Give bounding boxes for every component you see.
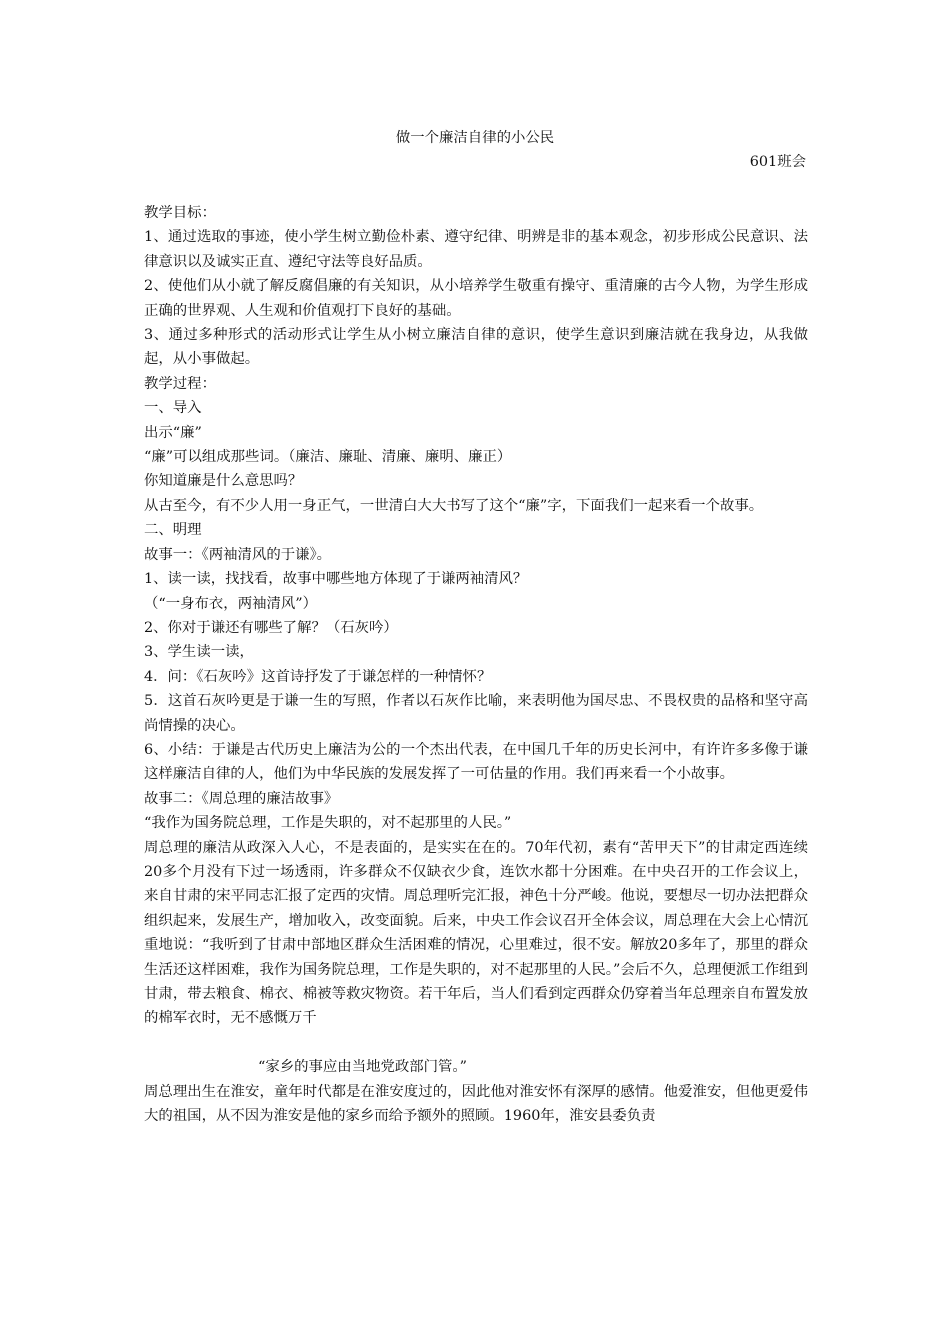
paragraph: 你知道廉是什么意思吗？ <box>144 473 303 490</box>
step-understanding: 二、明理 <box>144 522 202 539</box>
paragraph: 4．问：《石灰吟》这首诗抒发了于谦怎样的一种情怀？ <box>144 668 492 685</box>
story-one-heading: 故事一：《两袖清风的于谦》。 <box>144 546 332 563</box>
section-heading-objectives: 教学目标： <box>144 205 216 221</box>
paragraph: 6、小结：于谦是古代历史上廉洁为公的一个杰出代表，在中国几千年的历史长河中，有许许多多像于谦这样廉洁自律的人，他们为中华民族的发展发挥了一可估量的作用。我们再来看一个小故事。 <box>144 741 808 783</box>
paragraph: 从古至今，有不少人用一身正气，一世清白大大书写了这个“廉”字，下面我们一起来看一个故事。 <box>144 497 764 514</box>
paragraph: （“一身布衣，两袖清风”） <box>144 595 318 612</box>
paragraph: 周总理出生在淮安，童年时代都是在淮安度过的，因此他对淮安怀有深厚的感情。他爱淮安，但他更爱伟大的祖国，从不因为淮安是他的家乡而给予额外的照顾。1960年，淮安县委负责 <box>144 1083 808 1125</box>
document-title: 做一个廉洁自律的小公民 <box>395 130 555 146</box>
paragraph: 周总理的廉洁从政深入人心，不是表面的，是实实在在的。70年代初，素有“苦甲天下”的甘肃定西连续20多个月没有下过一场透雨，许多群众不仅缺衣少食，连饮水都十分困难。在中央召开的工作会议上，来自甘肃的宋平同志汇报了定西的灾情。周总理听完汇报，神色十分严峻。他说，要想尽一切办法把群众组织起来，发展生产，增加收入，改变面貌。后来，中央工作会议召开全体会议，周总理在大会上心情沉重地说：“我听到了甘肃中部地区群众生活困难的情况，心里难过，很不安。解放20多年了，那里的群众生活还这样困难，我作为国务院总理，工作是失职的，对不起那里的人民。”会后不久，总理便派工作组到甘肃，带去粮食、棉衣、棉被等救灾物资。若干年后，当人们看到定西群众仍穿着当年总理亲自布置发放的棉军衣时，无不感慨万千 <box>144 839 808 1027</box>
quote: “我作为国务院总理，工作是失职的，对不起那里的人民。” <box>144 815 512 832</box>
objective-2: 2、使他们从小就了解反腐倡廉的有关知识，从小培养学生敬重有操守、重清廉的古今人物，为学生形成正确的世界观、人生观和价值观打下良好的基础。 <box>144 278 808 319</box>
step-introduction: 一、导入 <box>144 400 202 417</box>
document-body <box>144 201 808 1128</box>
paragraph: 5．这首石灰吟更是于谦一生的写照，作者以石灰作比喻，来表明他为国尽忠、不畏权贵的品格和坚守高尚情操的决心。 <box>144 693 808 734</box>
quote: “家乡的事应由当地党政部门管。” <box>258 1059 467 1076</box>
paragraph: 1、读一读，找找看，故事中哪些地方体现了于谦两袖清风？ <box>144 571 528 588</box>
paragraph: 3、学生读一读， <box>144 644 254 661</box>
paragraph: 出示“廉” <box>144 424 202 441</box>
story-two-heading: 故事二：《周总理的廉洁故事》 <box>144 790 339 807</box>
class-meeting-label: 601班会 <box>749 154 806 170</box>
section-heading-process: 教学过程： <box>144 375 216 392</box>
objective-3: 3、通过多种形式的活动形式让学生从小树立廉洁自律的意识，使学生意识到廉洁就在我身边，从我做起，从小事做起。 <box>144 327 808 368</box>
paragraph: “廉”可以组成那些词。（廉洁、廉耻、清廉、廉明、廉正） <box>144 449 512 466</box>
objective-1: 1、通过选取的事迹，使小学生树立勤俭朴素、遵守纪律、明辨是非的基本观念，初步形成公民意识、法律意识以及诚实正直、遵纪守法等良好品质。 <box>144 229 808 270</box>
blank-line <box>144 1031 808 1055</box>
paragraph: 2、你对于谦还有哪些了解？（石灰吟） <box>144 619 398 636</box>
